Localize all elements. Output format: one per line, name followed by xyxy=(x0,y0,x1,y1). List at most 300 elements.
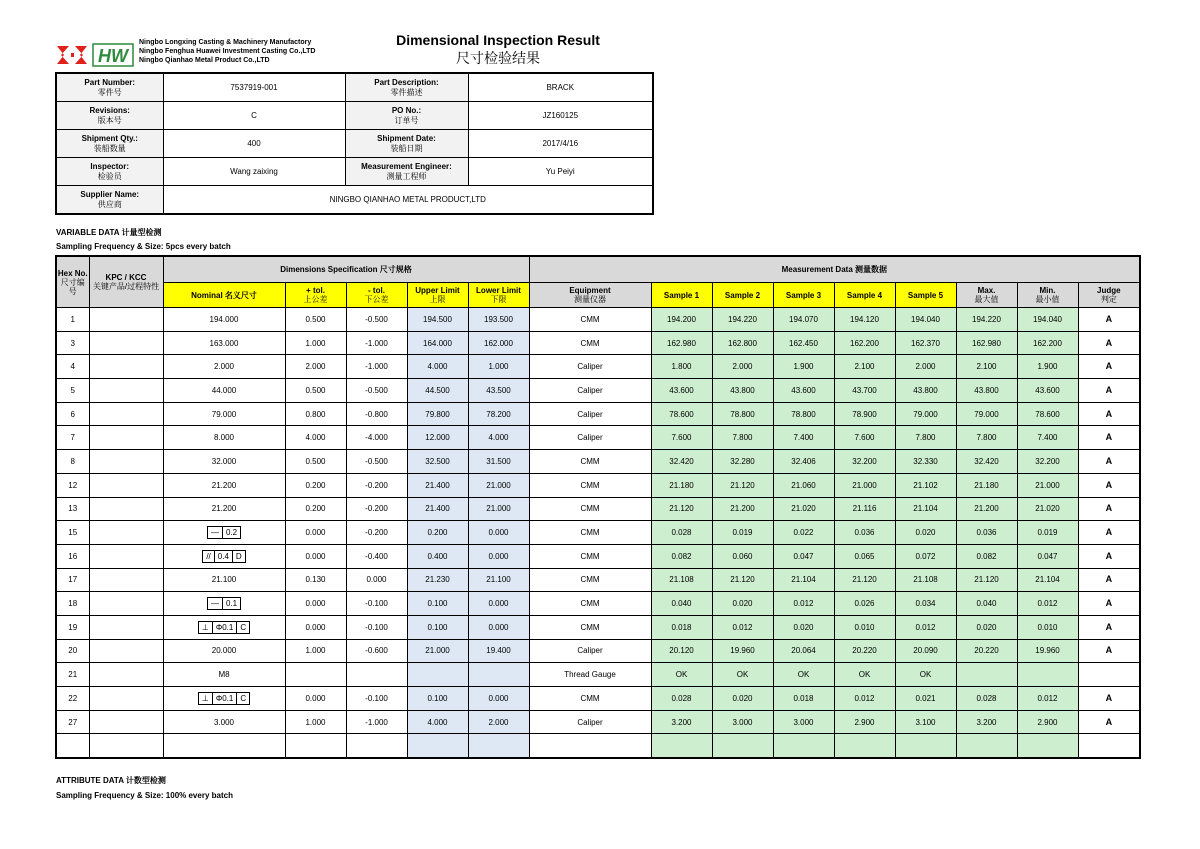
sample-3-cell: 43.600 xyxy=(773,379,834,403)
sample-4-cell: 0.026 xyxy=(834,592,895,616)
shipment-date-value: 2017/4/16 xyxy=(468,130,653,158)
hex-no-cell: 20 xyxy=(56,639,89,663)
max-cell: 0.020 xyxy=(956,615,1017,639)
upper-limit-cell: 12.000 xyxy=(407,426,468,450)
judge-cell: A xyxy=(1078,331,1140,355)
lower-limit-cell: 4.000 xyxy=(468,426,529,450)
equipment-cell: CMM xyxy=(529,331,651,355)
gdt-frame-part: C xyxy=(236,693,249,704)
upper-limit-cell: 21.000 xyxy=(407,639,468,663)
hex-no-cell: 4 xyxy=(56,355,89,379)
sample-1-cell: 7.600 xyxy=(651,426,712,450)
judge-cell: A xyxy=(1078,544,1140,568)
upper-limit-cell: 21.400 xyxy=(407,497,468,521)
plus-tol-cell: 1.000 xyxy=(285,331,346,355)
equipment-cell: CMM xyxy=(529,308,651,332)
sample-2-cell: 78.800 xyxy=(712,402,773,426)
max-cell: 0.040 xyxy=(956,592,1017,616)
po-number-value: JZ160125 xyxy=(468,102,653,130)
sample-4-cell: 0.012 xyxy=(834,687,895,711)
table-row xyxy=(56,663,1140,687)
kpc-cell xyxy=(89,308,163,332)
lower-limit-cell xyxy=(468,734,529,758)
kpc-cell xyxy=(89,355,163,379)
sample-5-cell: OK xyxy=(895,663,956,687)
equipment-cell: CMM xyxy=(529,544,651,568)
sample-2-cell: 162.800 xyxy=(712,331,773,355)
part-description-value: BRACK xyxy=(468,73,653,102)
sample-3-cell xyxy=(773,734,834,758)
sample-2-cell: 21.120 xyxy=(712,473,773,497)
max-cell: 0.036 xyxy=(956,521,1017,545)
plus-tol-cell: 0.000 xyxy=(285,521,346,545)
max-cell xyxy=(956,663,1017,687)
gdt-frame-icon xyxy=(207,597,241,610)
upper-limit-cell: 0.400 xyxy=(407,544,468,568)
kpc-cell xyxy=(89,615,163,639)
variable-sampling: Sampling Frequency & Size: 5pcs every batch xyxy=(56,242,231,251)
sample-4-cell: 2.900 xyxy=(834,710,895,734)
table-row xyxy=(56,592,1140,616)
part-info-table xyxy=(55,72,654,215)
sample-1-cell: 78.600 xyxy=(651,402,712,426)
plus-tol-cell xyxy=(285,663,346,687)
kpc-cell xyxy=(89,687,163,711)
min-cell: 2.900 xyxy=(1017,710,1078,734)
max-cell: 0.028 xyxy=(956,687,1017,711)
gdt-frame-part: ⊥ xyxy=(201,693,209,703)
sample-4-cell: 21.000 xyxy=(834,473,895,497)
kpc-cell xyxy=(89,663,163,687)
sample-4-cell: 7.600 xyxy=(834,426,895,450)
sample-1-header: Sample 1 xyxy=(651,283,712,308)
sample-1-cell: 21.108 xyxy=(651,568,712,592)
table-row xyxy=(56,521,1140,545)
kpc-cell xyxy=(89,639,163,663)
upper-limit-cell: 0.200 xyxy=(407,521,468,545)
sample-5-cell: 79.000 xyxy=(895,402,956,426)
equipment-cell: CMM xyxy=(529,473,651,497)
kpc-header: KPC / KCC 关键产品/过程特性 xyxy=(89,256,163,308)
judge-cell: A xyxy=(1078,687,1140,711)
plus-tol-cell: 0.200 xyxy=(285,473,346,497)
judge-cell: A xyxy=(1078,308,1140,332)
sample-4-cell: 2.100 xyxy=(834,355,895,379)
judge-cell: A xyxy=(1078,450,1140,474)
equipment-cell: Caliper xyxy=(529,402,651,426)
judge-cell: A xyxy=(1078,426,1140,450)
minus-tol-cell: -1.000 xyxy=(346,331,407,355)
table-row xyxy=(56,734,1140,758)
max-cell: 79.000 xyxy=(956,402,1017,426)
min-cell: 21.020 xyxy=(1017,497,1078,521)
sample-1-cell: 20.120 xyxy=(651,639,712,663)
sample-2-cell xyxy=(712,734,773,758)
upper-limit-header: Upper Limit 上限 xyxy=(407,283,468,308)
inspector-label: Inspector: 检验员 xyxy=(56,158,163,186)
sample-4-cell: 0.065 xyxy=(834,544,895,568)
nominal-cell: M8 xyxy=(163,663,285,687)
max-cell: 21.120 xyxy=(956,568,1017,592)
engineer-label: Measurement Engineer: 测量工程师 xyxy=(345,158,468,186)
sample-2-cell: 21.120 xyxy=(712,568,773,592)
sample-5-cell: 21.102 xyxy=(895,473,956,497)
sample-5-cell: 162.370 xyxy=(895,331,956,355)
sample-1-cell: 0.028 xyxy=(651,521,712,545)
sample-5-cell: 21.104 xyxy=(895,497,956,521)
nominal-cell xyxy=(163,687,285,711)
sample-5-cell: 20.090 xyxy=(895,639,956,663)
sample-2-cell: OK xyxy=(712,663,773,687)
judge-cell: A xyxy=(1078,402,1140,426)
minus-tol-cell: -0.100 xyxy=(346,615,407,639)
sample-5-cell: 3.100 xyxy=(895,710,956,734)
upper-limit-cell: 21.400 xyxy=(407,473,468,497)
sample-1-cell: OK xyxy=(651,663,712,687)
judge-cell: A xyxy=(1078,568,1140,592)
upper-limit-cell: 32.500 xyxy=(407,450,468,474)
plus-tol-cell: 4.000 xyxy=(285,426,346,450)
plus-tol-cell: 0.000 xyxy=(285,687,346,711)
gdt-frame-part: ⊥ xyxy=(201,622,209,632)
nominal-cell: 21.200 xyxy=(163,473,285,497)
min-header: Min. 最小值 xyxy=(1017,283,1078,308)
kpc-cell xyxy=(89,426,163,450)
nominal-cell: 3.000 xyxy=(163,710,285,734)
judge-cell: A xyxy=(1078,497,1140,521)
hex-no-cell: 19 xyxy=(56,615,89,639)
sample-3-cell: 162.450 xyxy=(773,331,834,355)
upper-limit-cell: 4.000 xyxy=(407,355,468,379)
plus-tol-cell: 1.000 xyxy=(285,639,346,663)
sample-3-cell: 3.000 xyxy=(773,710,834,734)
kpc-cell xyxy=(89,568,163,592)
hex-no-cell: 22 xyxy=(56,687,89,711)
upper-limit-cell: 0.100 xyxy=(407,615,468,639)
sample-5-cell xyxy=(895,734,956,758)
sample-3-cell: 0.047 xyxy=(773,544,834,568)
kpc-cell xyxy=(89,497,163,521)
table-row xyxy=(56,639,1140,663)
sample-2-cell: 0.060 xyxy=(712,544,773,568)
lower-limit-cell: 162.000 xyxy=(468,331,529,355)
sample-2-cell: 43.800 xyxy=(712,379,773,403)
min-cell: 7.400 xyxy=(1017,426,1078,450)
upper-limit-cell: 0.100 xyxy=(407,592,468,616)
min-cell: 32.200 xyxy=(1017,450,1078,474)
hex-no-cell: 7 xyxy=(56,426,89,450)
plus-tol-cell: 0.000 xyxy=(285,615,346,639)
revisions-label: Revisions: 版本号 xyxy=(56,102,163,130)
lower-limit-cell xyxy=(468,663,529,687)
upper-limit-cell: 194.500 xyxy=(407,308,468,332)
gdt-frame-part: C xyxy=(236,622,249,633)
title-en: Dimensional Inspection Result xyxy=(396,32,600,48)
nominal-cell xyxy=(163,521,285,545)
table-row xyxy=(56,497,1140,521)
nominal-cell: 2.000 xyxy=(163,355,285,379)
max-cell: 162.980 xyxy=(956,331,1017,355)
minus-tol-cell: -4.000 xyxy=(346,426,407,450)
min-cell: 0.012 xyxy=(1017,687,1078,711)
table-row xyxy=(56,355,1140,379)
nominal-header: Nominal 名义尺寸 xyxy=(163,283,285,308)
min-cell: 0.019 xyxy=(1017,521,1078,545)
sample-1-cell: 21.180 xyxy=(651,473,712,497)
lower-limit-cell: 78.200 xyxy=(468,402,529,426)
equipment-cell: CMM xyxy=(529,497,651,521)
kpc-cell xyxy=(89,402,163,426)
equipment-cell: CMM xyxy=(529,592,651,616)
equipment-cell: CMM xyxy=(529,568,651,592)
sample-1-cell xyxy=(651,734,712,758)
equipment-header: Equipment 测量仪器 xyxy=(529,283,651,308)
hex-no-cell: 13 xyxy=(56,497,89,521)
shipment-qty-label: Shipment Qty.: 装船数量 xyxy=(56,130,163,158)
nominal-cell: 32.000 xyxy=(163,450,285,474)
sample-2-cell: 0.020 xyxy=(712,592,773,616)
engineer-value: Yu Peiyi xyxy=(468,158,653,186)
lower-limit-cell: 31.500 xyxy=(468,450,529,474)
max-cell: 2.100 xyxy=(956,355,1017,379)
nominal-cell xyxy=(163,544,285,568)
company-header xyxy=(55,38,355,68)
lower-limit-cell: 21.000 xyxy=(468,473,529,497)
judge-cell: A xyxy=(1078,521,1140,545)
lower-limit-cell: 19.400 xyxy=(468,639,529,663)
max-cell: 7.800 xyxy=(956,426,1017,450)
minus-tol-cell: -0.500 xyxy=(346,308,407,332)
kpc-cell xyxy=(89,710,163,734)
sample-1-cell: 1.800 xyxy=(651,355,712,379)
nominal-cell: 79.000 xyxy=(163,402,285,426)
minus-tol-cell: -1.000 xyxy=(346,710,407,734)
hex-no-cell: 21 xyxy=(56,663,89,687)
lower-limit-cell: 193.500 xyxy=(468,308,529,332)
sample-4-cell: 20.220 xyxy=(834,639,895,663)
inspector-value: Wang zaixing xyxy=(163,158,345,186)
sample-1-cell: 0.040 xyxy=(651,592,712,616)
sample-3-cell: 21.104 xyxy=(773,568,834,592)
nominal-cell: 21.100 xyxy=(163,568,285,592)
min-cell: 0.012 xyxy=(1017,592,1078,616)
hex-no-cell: 3 xyxy=(56,331,89,355)
sample-3-header: Sample 3 xyxy=(773,283,834,308)
minus-tol-header: - tol. 下公差 xyxy=(346,283,407,308)
minus-tol-cell: -0.500 xyxy=(346,450,407,474)
upper-limit-cell: 79.800 xyxy=(407,402,468,426)
gdt-frame-part: // xyxy=(206,551,211,561)
equipment-cell: CMM xyxy=(529,687,651,711)
upper-limit-cell xyxy=(407,734,468,758)
nominal-cell xyxy=(163,615,285,639)
equipment-cell: Caliper xyxy=(529,639,651,663)
shipment-qty-value: 400 xyxy=(163,130,345,158)
sample-1-cell: 0.028 xyxy=(651,687,712,711)
min-cell xyxy=(1017,663,1078,687)
nominal-cell: 20.000 xyxy=(163,639,285,663)
title-cn: 尺寸检验结果 xyxy=(456,50,540,66)
upper-limit-cell: 21.230 xyxy=(407,568,468,592)
minus-tol-cell: -1.000 xyxy=(346,355,407,379)
table-row xyxy=(56,402,1140,426)
sample-4-cell: 78.900 xyxy=(834,402,895,426)
minus-tol-cell: -0.400 xyxy=(346,544,407,568)
sample-5-cell: 21.108 xyxy=(895,568,956,592)
lower-limit-cell: 1.000 xyxy=(468,355,529,379)
max-cell: 43.800 xyxy=(956,379,1017,403)
sample-2-cell: 21.200 xyxy=(712,497,773,521)
min-cell: 21.000 xyxy=(1017,473,1078,497)
gdt-frame-part: — xyxy=(210,599,219,609)
hex-no-cell: 15 xyxy=(56,521,89,545)
sample-4-cell: 162.200 xyxy=(834,331,895,355)
lower-limit-cell: 2.000 xyxy=(468,710,529,734)
sample-5-cell: 194.040 xyxy=(895,308,956,332)
sample-2-cell: 194.220 xyxy=(712,308,773,332)
part-number-label: Part Number: 零件号 xyxy=(56,73,163,102)
judge-cell: A xyxy=(1078,710,1140,734)
sample-2-cell: 32.280 xyxy=(712,450,773,474)
sample-2-cell: 2.000 xyxy=(712,355,773,379)
equipment-cell: Caliper xyxy=(529,355,651,379)
minus-tol-cell: -0.600 xyxy=(346,639,407,663)
supplier-value: NINGBO QIANHAO METAL PRODUCT,LTD xyxy=(163,186,653,215)
sample-1-cell: 162.980 xyxy=(651,331,712,355)
sample-3-cell: 0.018 xyxy=(773,687,834,711)
hex-no-cell: 1 xyxy=(56,308,89,332)
table-row xyxy=(56,544,1140,568)
attribute-data-title: ATTRIBUTE DATA 计数型检测 xyxy=(56,776,166,785)
variable-data-title: VARIABLE DATA 计量型检测 xyxy=(56,228,162,237)
gdt-frame-part: Φ0.1 xyxy=(212,693,237,704)
table-row xyxy=(56,331,1140,355)
sample-3-cell: 1.900 xyxy=(773,355,834,379)
sample-5-cell: 32.330 xyxy=(895,450,956,474)
sample-2-header: Sample 2 xyxy=(712,283,773,308)
min-cell: 78.600 xyxy=(1017,402,1078,426)
max-header: Max. 最大值 xyxy=(956,283,1017,308)
sample-3-cell: 0.022 xyxy=(773,521,834,545)
table-row xyxy=(56,710,1140,734)
table-row xyxy=(56,473,1140,497)
lower-limit-cell: 0.000 xyxy=(468,687,529,711)
hex-no-cell xyxy=(56,734,89,758)
sample-3-cell: 21.060 xyxy=(773,473,834,497)
sample-1-cell: 3.200 xyxy=(651,710,712,734)
lower-limit-cell: 0.000 xyxy=(468,521,529,545)
kpc-cell xyxy=(89,544,163,568)
hex-no-header: Hex No. 尺寸编号 xyxy=(56,256,89,308)
revisions-value: C xyxy=(163,102,345,130)
lower-limit-cell: 21.000 xyxy=(468,497,529,521)
kpc-cell xyxy=(89,473,163,497)
dim-spec-header: Dimensions Specification 尺寸规格 xyxy=(163,256,529,283)
judge-cell: A xyxy=(1078,355,1140,379)
minus-tol-cell: -0.200 xyxy=(346,497,407,521)
sample-4-cell: 21.116 xyxy=(834,497,895,521)
max-cell: 3.200 xyxy=(956,710,1017,734)
minus-tol-cell: -0.200 xyxy=(346,473,407,497)
hex-no-cell: 8 xyxy=(56,450,89,474)
measurement-data-header: Measurement Data 测量数据 xyxy=(529,256,1140,283)
max-cell: 32.420 xyxy=(956,450,1017,474)
kpc-cell xyxy=(89,734,163,758)
max-cell: 20.220 xyxy=(956,639,1017,663)
nominal-cell: 8.000 xyxy=(163,426,285,450)
part-description-label: Part Description: 零件描述 xyxy=(345,73,468,102)
hex-no-cell: 6 xyxy=(56,402,89,426)
min-cell xyxy=(1017,734,1078,758)
hex-no-cell: 18 xyxy=(56,592,89,616)
sample-2-cell: 0.012 xyxy=(712,615,773,639)
judge-cell: A xyxy=(1078,615,1140,639)
sample-1-cell: 194.200 xyxy=(651,308,712,332)
attribute-sampling: Sampling Frequency & Size: 100% every batch xyxy=(56,791,233,800)
max-cell: 21.200 xyxy=(956,497,1017,521)
sample-3-cell: 7.400 xyxy=(773,426,834,450)
min-cell: 194.040 xyxy=(1017,308,1078,332)
max-cell: 194.220 xyxy=(956,308,1017,332)
gdt-frame-icon xyxy=(207,526,241,539)
kpc-cell xyxy=(89,592,163,616)
sample-3-cell: 20.064 xyxy=(773,639,834,663)
sample-3-cell: 21.020 xyxy=(773,497,834,521)
nominal-cell: 44.000 xyxy=(163,379,285,403)
sample-4-header: Sample 4 xyxy=(834,283,895,308)
min-cell: 0.010 xyxy=(1017,615,1078,639)
judge-cell xyxy=(1078,663,1140,687)
sample-1-cell: 43.600 xyxy=(651,379,712,403)
upper-limit-cell: 164.000 xyxy=(407,331,468,355)
supplier-label: Supplier Name: 供应商 xyxy=(56,186,163,215)
gdt-frame-part: D xyxy=(232,551,245,562)
sample-5-cell: 0.034 xyxy=(895,592,956,616)
company-logo-icon xyxy=(55,42,135,68)
sample-3-cell: 32.406 xyxy=(773,450,834,474)
minus-tol-cell: -0.500 xyxy=(346,379,407,403)
judge-header: Judge 判定 xyxy=(1078,283,1140,308)
kpc-cell xyxy=(89,521,163,545)
plus-tol-cell: 0.500 xyxy=(285,379,346,403)
sample-4-cell xyxy=(834,734,895,758)
nominal-cell xyxy=(163,592,285,616)
sample-2-cell: 0.020 xyxy=(712,687,773,711)
gdt-frame-part: — xyxy=(210,528,219,538)
gdt-frame-icon xyxy=(198,621,250,634)
sample-4-cell: 21.120 xyxy=(834,568,895,592)
min-cell: 21.104 xyxy=(1017,568,1078,592)
table-row xyxy=(56,568,1140,592)
sample-4-cell: 194.120 xyxy=(834,308,895,332)
hex-no-cell: 27 xyxy=(56,710,89,734)
sample-4-cell: 0.010 xyxy=(834,615,895,639)
min-cell: 1.900 xyxy=(1017,355,1078,379)
plus-tol-cell: 0.500 xyxy=(285,450,346,474)
sample-5-cell: 0.020 xyxy=(895,521,956,545)
sample-1-cell: 32.420 xyxy=(651,450,712,474)
svg-text:HW: HW xyxy=(98,46,128,66)
sample-5-cell: 43.800 xyxy=(895,379,956,403)
gdt-frame-part: 0.4 xyxy=(214,551,232,562)
nominal-cell: 163.000 xyxy=(163,331,285,355)
max-cell: 21.180 xyxy=(956,473,1017,497)
sample-4-cell: 0.036 xyxy=(834,521,895,545)
lower-limit-cell: 0.000 xyxy=(468,615,529,639)
sample-3-cell: 0.020 xyxy=(773,615,834,639)
sample-3-cell: 78.800 xyxy=(773,402,834,426)
variable-data-table xyxy=(55,255,1141,759)
